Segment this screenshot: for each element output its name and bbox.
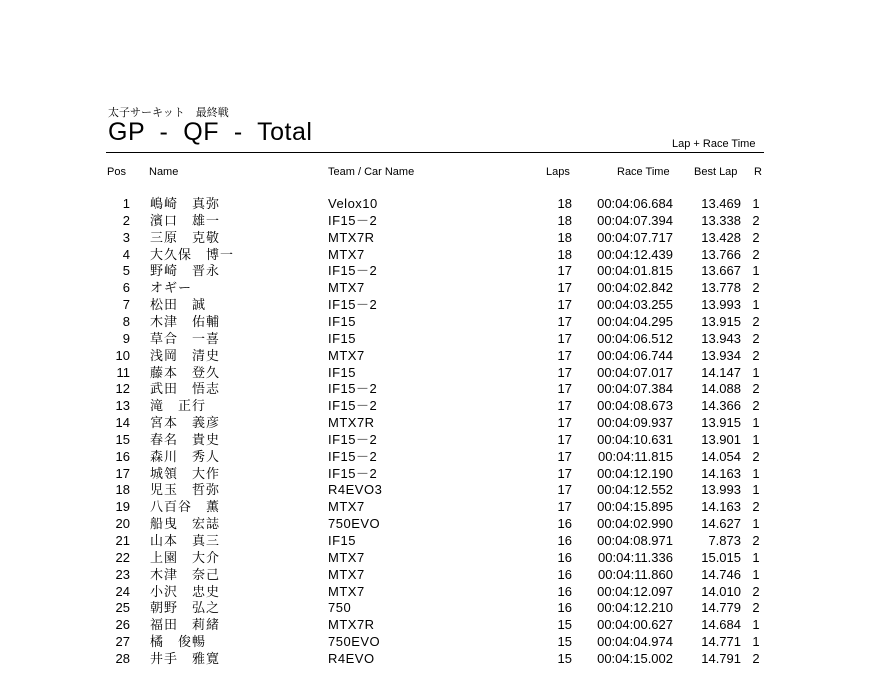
cell-team: MTX7	[328, 566, 365, 582]
cell-team: MTX7	[328, 549, 365, 565]
cell-best-lap: 7.873	[708, 533, 741, 548]
cell-name: 藤本 登久	[150, 364, 221, 380]
cell-pos: 4	[122, 246, 130, 262]
cell-race-time: 00:04:12.552	[597, 482, 673, 498]
cell-team: IF15－2	[328, 465, 378, 481]
cell-pos: 22	[115, 549, 130, 565]
cell-race-time: 00:04:12.210	[597, 600, 673, 616]
cell-r: 1	[752, 566, 760, 582]
cell-race-time: 00:04:07.717	[597, 229, 673, 245]
cell-pos: 8	[122, 313, 130, 329]
column-header-name: Name	[149, 166, 179, 178]
cell-pos: 24	[115, 583, 130, 599]
table-row	[0, 583, 869, 600]
result-type-label: Lap + Race Time	[672, 138, 756, 150]
cell-pos: 17	[115, 465, 130, 481]
cell-r: 1	[752, 516, 760, 532]
table-row	[0, 566, 869, 583]
cell-best-lap: 13.469	[701, 196, 741, 211]
cell-pos: 28	[115, 650, 130, 666]
cell-best-lap: 13.766	[701, 246, 741, 262]
cell-pos: 6	[122, 280, 130, 296]
cell-r: 2	[752, 381, 760, 397]
cell-team: MTX7	[328, 347, 365, 363]
cell-best-lap: 14.366	[701, 398, 741, 414]
cell-team: MTX7	[328, 583, 365, 599]
cell-race-time: 00:04:12.097	[597, 583, 673, 599]
cell-pos: 20	[115, 516, 130, 532]
cell-laps: 17	[557, 482, 572, 498]
cell-pos: 15	[115, 431, 130, 447]
table-row	[0, 650, 869, 667]
table-row	[0, 431, 869, 448]
cell-best-lap: 13.667	[701, 263, 741, 279]
cell-laps: 16	[557, 549, 572, 565]
cell-name: 武田 悟志	[150, 381, 221, 397]
cell-laps: 17	[557, 347, 572, 363]
cell-team: R4EVO	[328, 650, 375, 666]
cell-pos: 21	[115, 533, 130, 548]
cell-best-lap: 14.054	[701, 448, 741, 464]
cell-pos: 10	[115, 347, 130, 363]
cell-name: 三原 克敬	[150, 229, 221, 245]
cell-pos: 11	[116, 364, 130, 380]
cell-r: 2	[752, 347, 760, 363]
cell-name: 船曳 宏誌	[150, 516, 221, 532]
table-row	[0, 498, 869, 515]
cell-race-time: 00:04:11.860	[598, 566, 673, 582]
cell-team: MTX7R	[328, 617, 375, 633]
cell-team: IF15－2	[328, 398, 378, 414]
cell-name: オギー	[150, 280, 193, 296]
table-row	[0, 397, 869, 414]
table-row	[0, 279, 869, 296]
cell-r: 2	[752, 330, 760, 346]
cell-best-lap: 14.088	[701, 381, 741, 397]
cell-team: 750EVO	[328, 634, 381, 650]
cell-laps: 17	[557, 280, 572, 296]
cell-laps: 17	[557, 364, 572, 380]
cell-laps: 17	[557, 499, 572, 515]
cell-race-time: 00:04:01.815	[597, 263, 673, 279]
table-row	[0, 313, 869, 330]
cell-team: 750	[328, 600, 352, 616]
cell-pos: 12	[115, 381, 130, 397]
column-header-r: R	[754, 166, 762, 178]
cell-best-lap: 14.147	[701, 364, 741, 380]
cell-team: MTX7R	[328, 229, 375, 245]
cell-race-time: 00:04:06.684	[597, 196, 673, 211]
column-header-team: Team / Car Name	[328, 166, 415, 178]
cell-r: 2	[752, 212, 760, 228]
cell-race-time: 00:04:11.815	[598, 448, 673, 464]
header-divider	[106, 152, 764, 153]
cell-r: 1	[752, 196, 760, 211]
cell-team: IF15－2	[328, 297, 378, 313]
cell-best-lap: 13.993	[701, 482, 741, 498]
cell-laps: 15	[557, 617, 572, 633]
cell-r: 2	[752, 280, 760, 296]
cell-race-time: 00:04:00.627	[597, 617, 673, 633]
cell-team: IF15－2	[328, 448, 378, 464]
cell-team: MTX7	[328, 246, 365, 262]
cell-pos: 23	[115, 566, 130, 582]
cell-laps: 17	[557, 431, 572, 447]
cell-best-lap: 14.779	[701, 600, 741, 616]
table-row	[0, 364, 869, 381]
cell-laps: 18	[557, 196, 572, 211]
cell-best-lap: 13.993	[701, 297, 741, 313]
cell-team: IF15－2	[328, 212, 378, 228]
cell-name: 小沢 忠史	[150, 583, 221, 599]
column-header-best-lap: Best Lap	[694, 166, 738, 178]
cell-name: 木津 奈己	[150, 566, 221, 582]
cell-pos: 5	[122, 263, 130, 279]
cell-team: IF15	[328, 313, 357, 329]
cell-best-lap: 13.901	[701, 431, 741, 447]
cell-laps: 18	[557, 246, 572, 262]
cell-best-lap: 14.163	[701, 465, 741, 481]
cell-pos: 13	[115, 398, 130, 414]
table-row	[0, 246, 869, 263]
cell-race-time: 00:04:02.842	[597, 280, 673, 296]
cell-r: 2	[752, 448, 760, 464]
table-row	[0, 229, 869, 246]
cell-r: 1	[752, 415, 760, 431]
cell-race-time: 00:04:02.990	[597, 516, 673, 532]
cell-name: 松田 誠	[150, 297, 207, 313]
cell-laps: 17	[557, 465, 572, 481]
cell-team: MTX7	[328, 499, 365, 515]
cell-name: 濱口 雄一	[150, 212, 221, 228]
cell-name: 宮本 義彦	[150, 415, 221, 431]
cell-laps: 16	[557, 516, 572, 532]
cell-r: 1	[752, 431, 760, 447]
cell-name: 八百谷 薫	[150, 499, 221, 515]
cell-laps: 16	[557, 566, 572, 582]
cell-r: 1	[752, 263, 760, 279]
cell-name: 滝 正行	[150, 398, 207, 414]
table-row	[0, 347, 869, 364]
cell-pos: 27	[115, 634, 130, 650]
cell-pos: 16	[115, 448, 130, 464]
cell-race-time: 00:04:07.384	[597, 381, 673, 397]
cell-race-time: 00:04:15.895	[597, 499, 673, 515]
cell-name: 大久保 博一	[150, 246, 235, 262]
cell-laps: 16	[557, 600, 572, 616]
cell-r: 2	[752, 229, 760, 245]
cell-team: Velox10	[328, 196, 378, 211]
table-row	[0, 549, 869, 566]
table-row	[0, 212, 869, 229]
cell-best-lap: 13.428	[701, 229, 741, 245]
cell-race-time: 00:04:08.971	[597, 533, 673, 548]
table-row	[0, 515, 869, 532]
table-row	[0, 380, 869, 397]
cell-laps: 17	[557, 415, 572, 431]
cell-team: IF15－2	[328, 263, 378, 279]
cell-team: R4EVO3	[328, 482, 383, 498]
cell-race-time: 00:04:07.394	[597, 212, 673, 228]
cell-r: 2	[752, 246, 760, 262]
cell-pos: 25	[115, 600, 130, 616]
table-row	[0, 599, 869, 616]
cell-pos: 19	[115, 499, 130, 515]
cell-laps: 16	[557, 533, 572, 548]
cell-team: IF15	[328, 330, 357, 346]
cell-pos: 26	[115, 617, 130, 633]
table-row	[0, 195, 869, 212]
cell-r: 1	[752, 482, 760, 498]
cell-laps: 15	[557, 650, 572, 666]
cell-team: 750EVO	[328, 516, 381, 532]
cell-laps: 17	[557, 330, 572, 346]
cell-best-lap: 14.771	[701, 634, 741, 650]
cell-best-lap: 13.934	[701, 347, 741, 363]
cell-laps: 15	[557, 634, 572, 650]
table-row	[0, 532, 869, 549]
cell-race-time: 00:04:04.974	[597, 634, 673, 650]
cell-team: IF15－2	[328, 431, 378, 447]
cell-race-time: 00:04:06.744	[597, 347, 673, 363]
cell-best-lap: 14.627	[701, 516, 741, 532]
cell-best-lap: 14.010	[701, 583, 741, 599]
venue-title: 太子サーキット 最終戦	[108, 107, 229, 119]
cell-laps: 16	[557, 583, 572, 599]
cell-race-time: 00:04:12.439	[597, 246, 673, 262]
cell-r: 1	[752, 634, 760, 650]
cell-name: 木津 佑輔	[150, 313, 221, 329]
cell-race-time: 00:04:03.255	[597, 297, 673, 313]
cell-best-lap: 14.163	[701, 499, 741, 515]
cell-name: 野崎 晋永	[150, 263, 221, 279]
cell-best-lap: 14.791	[701, 650, 741, 666]
cell-laps: 17	[557, 297, 572, 313]
cell-laps: 18	[557, 212, 572, 228]
table-row	[0, 633, 869, 650]
cell-r: 1	[752, 617, 760, 633]
cell-r: 2	[752, 600, 760, 616]
cell-name: 春名 貴史	[150, 431, 221, 447]
cell-best-lap: 13.778	[701, 280, 741, 296]
cell-r: 2	[752, 583, 760, 599]
cell-laps: 17	[557, 263, 572, 279]
cell-name: 浅岡 清史	[150, 347, 221, 363]
cell-r: 2	[752, 650, 760, 666]
cell-name: 上園 大介	[150, 549, 221, 565]
cell-name: 福田 莉緒	[150, 617, 221, 633]
cell-laps: 18	[557, 229, 572, 245]
cell-r: 2	[752, 313, 760, 329]
cell-laps: 17	[557, 398, 572, 414]
table-row	[0, 448, 869, 465]
cell-r: 1	[752, 549, 760, 565]
cell-pos: 3	[122, 229, 130, 245]
cell-best-lap: 14.746	[701, 566, 741, 582]
cell-race-time: 00:04:12.190	[597, 465, 673, 481]
cell-r: 2	[752, 398, 760, 414]
cell-race-time: 00:04:11.336	[598, 549, 673, 565]
cell-race-time: 00:04:04.295	[597, 313, 673, 329]
cell-r: 1	[752, 297, 760, 313]
cell-best-lap: 13.943	[701, 330, 741, 346]
table-row	[0, 262, 869, 279]
cell-name: 草合 一喜	[150, 330, 221, 346]
table-row	[0, 414, 869, 431]
cell-best-lap: 14.684	[701, 617, 741, 633]
table-row	[0, 481, 869, 498]
cell-race-time: 00:04:10.631	[597, 431, 673, 447]
cell-laps: 17	[557, 313, 572, 329]
cell-r: 1	[752, 364, 760, 380]
cell-pos: 9	[122, 330, 130, 346]
cell-r: 2	[752, 499, 760, 515]
cell-name: 城領 大作	[150, 465, 221, 481]
column-header-pos: Pos	[107, 166, 126, 178]
cell-pos: 14	[115, 415, 130, 431]
cell-pos: 2	[122, 212, 130, 228]
cell-pos: 18	[115, 482, 130, 498]
page-title: GP - QF - Total	[108, 118, 313, 146]
cell-laps: 17	[557, 381, 572, 397]
cell-team: MTX7R	[328, 415, 375, 431]
cell-team: IF15－2	[328, 381, 378, 397]
cell-race-time: 00:04:08.673	[597, 398, 673, 414]
cell-race-time: 00:04:07.017	[597, 364, 673, 380]
cell-race-time: 00:04:09.937	[597, 415, 673, 431]
cell-pos: 1	[122, 196, 130, 211]
cell-team: MTX7	[328, 280, 365, 296]
cell-best-lap: 13.915	[701, 415, 741, 431]
cell-name: 嶋崎 真弥	[150, 196, 221, 211]
table-row	[0, 296, 869, 313]
cell-name: 朝野 弘之	[150, 600, 221, 616]
cell-name: 山本 真三	[150, 533, 221, 548]
table-row	[0, 465, 869, 482]
cell-pos: 7	[122, 297, 130, 313]
cell-name: 児玉 哲弥	[150, 482, 221, 498]
cell-race-time: 00:04:06.512	[597, 330, 673, 346]
table-row	[0, 330, 869, 347]
cell-team: IF15	[328, 364, 357, 380]
table-row	[0, 616, 869, 633]
cell-team: IF15	[328, 533, 357, 548]
cell-name: 橘 俊暢	[150, 634, 207, 650]
cell-r: 2	[752, 533, 760, 548]
cell-best-lap: 13.915	[701, 313, 741, 329]
cell-name: 森川 秀人	[150, 448, 221, 464]
cell-best-lap: 15.015	[701, 549, 741, 565]
cell-best-lap: 13.338	[701, 212, 741, 228]
column-header-race-time: Race Time	[617, 166, 670, 178]
column-header-laps: Laps	[546, 166, 570, 178]
cell-race-time: 00:04:15.002	[597, 650, 673, 666]
cell-name: 井手 雅寛	[150, 650, 221, 666]
cell-r: 1	[752, 465, 760, 481]
cell-laps: 17	[557, 448, 572, 464]
